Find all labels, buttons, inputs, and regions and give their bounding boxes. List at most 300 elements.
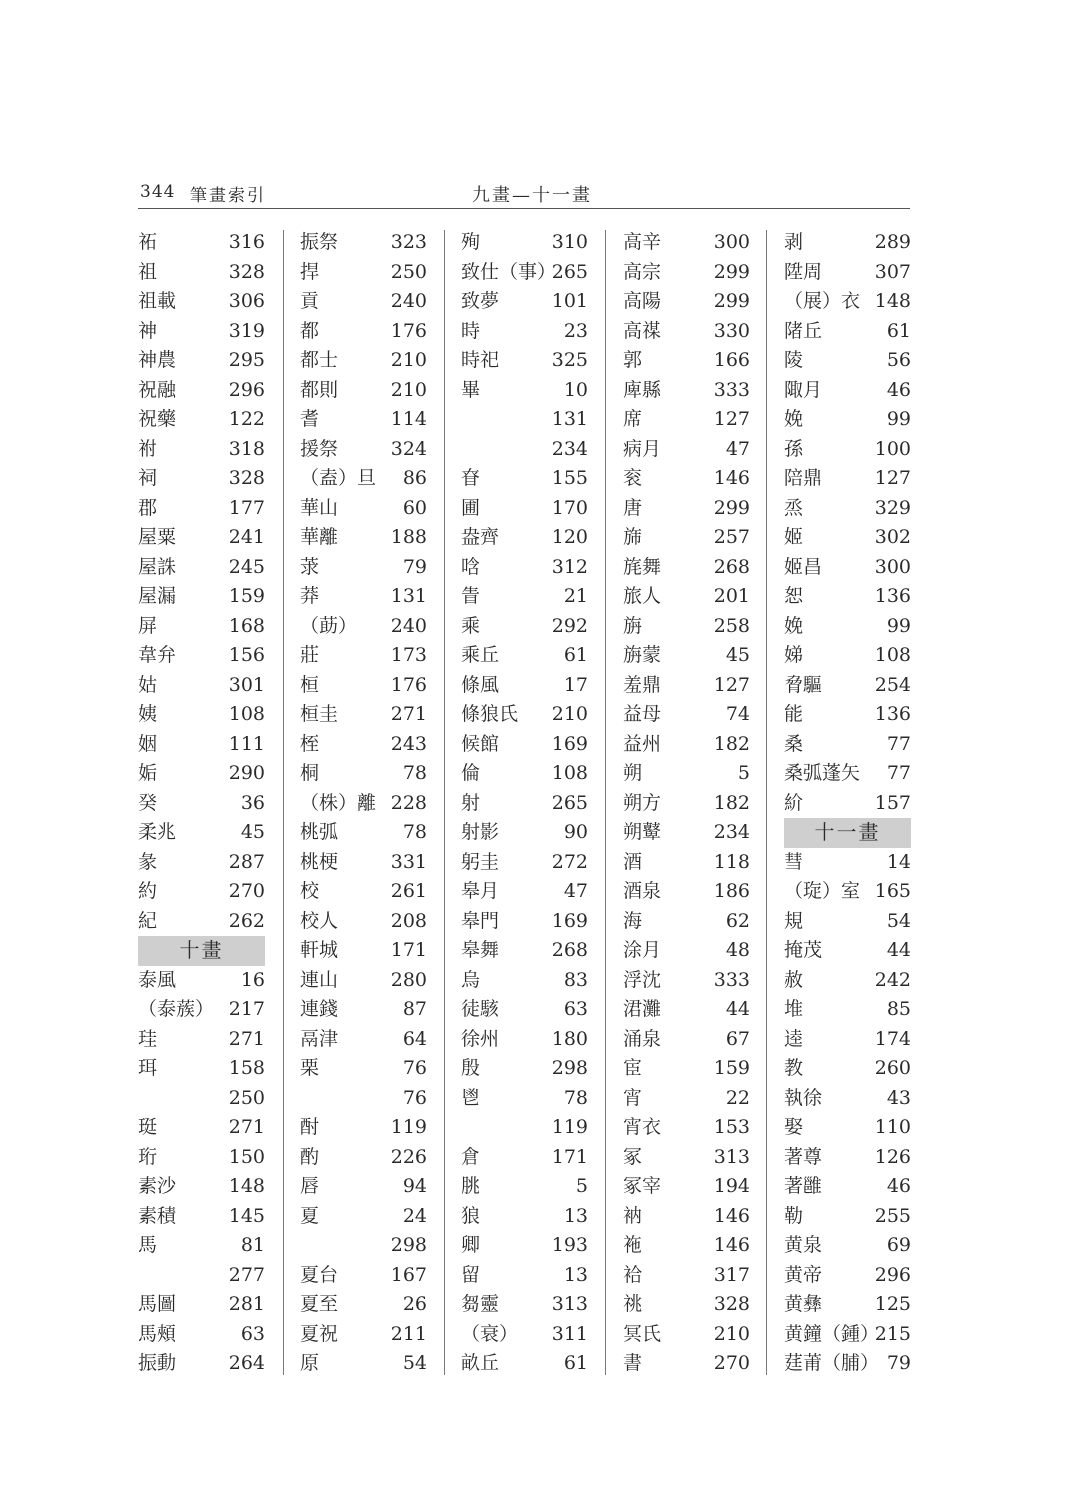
entry-term: 桃弧 xyxy=(300,821,339,843)
entry-term: 娩 xyxy=(784,614,804,637)
entry-page-number: 289 xyxy=(874,231,911,253)
index-entry xyxy=(300,789,427,819)
index-entry xyxy=(300,966,427,996)
stroke-count-heading: 十畫 xyxy=(138,936,265,966)
index-entry xyxy=(784,582,911,612)
entry-term: 韋弁 xyxy=(138,644,177,666)
entry-term: 朔鼙 xyxy=(623,821,662,843)
entry-term: 殷 xyxy=(461,1057,481,1079)
entry-page-number: 150 xyxy=(228,1145,265,1168)
entry-term: 馬圖 xyxy=(138,1293,177,1315)
entry-page-number: 47 xyxy=(563,880,588,902)
entry-term: 酌 xyxy=(300,1145,320,1168)
index-entry xyxy=(784,1025,911,1055)
entry-page-number: 333 xyxy=(713,378,750,401)
entry-term: 留 xyxy=(461,1263,481,1286)
index-entry xyxy=(623,1349,750,1379)
index-entry xyxy=(461,995,588,1025)
entry-term: 連錢 xyxy=(300,998,339,1020)
entry-page-number: 16 xyxy=(240,968,265,991)
entry-term: 屋漏 xyxy=(138,585,177,607)
entry-page-number: 169 xyxy=(551,732,588,755)
index-entry xyxy=(784,346,911,376)
index-entry xyxy=(461,1320,588,1350)
entry-page-number: 240 xyxy=(390,614,427,637)
index-entry xyxy=(461,789,588,819)
entry-term: 夏台 xyxy=(300,1263,339,1286)
entry-page-number: 176 xyxy=(390,673,427,696)
entry-term: 脅驅 xyxy=(784,673,823,696)
entry-term: 夏 xyxy=(300,1204,320,1227)
entry-page-number: 262 xyxy=(228,909,265,932)
index-entry xyxy=(784,730,911,760)
entry-page-number: 194 xyxy=(713,1175,750,1197)
entry-page-number: 324 xyxy=(390,437,427,460)
index-entry xyxy=(300,907,427,937)
entry-term: 振動 xyxy=(138,1352,177,1374)
index-entry xyxy=(138,1231,265,1261)
entry-term: 神 xyxy=(138,319,158,342)
index-entry xyxy=(138,464,265,494)
index-entry xyxy=(461,1261,588,1291)
entry-page-number: 43 xyxy=(886,1086,911,1109)
entry-page-number: 127 xyxy=(713,673,750,696)
entry-term: 唅 xyxy=(461,555,481,578)
entry-term: 馬 xyxy=(138,1234,158,1256)
index-entry xyxy=(461,759,588,789)
index-entry xyxy=(138,258,265,288)
index-entry xyxy=(784,523,911,553)
entry-term: 校 xyxy=(300,880,320,902)
index-entry xyxy=(300,435,427,465)
entry-term: 堆 xyxy=(784,998,804,1020)
index-entry xyxy=(138,730,265,760)
entry-term: （琁）室 xyxy=(784,880,861,902)
entry-page-number: 330 xyxy=(713,319,750,342)
entry-page-number: 300 xyxy=(713,231,750,253)
index-entry xyxy=(300,1143,427,1173)
entry-term: 姨 xyxy=(138,703,158,725)
index-entry xyxy=(461,1172,588,1202)
entry-page-number: 122 xyxy=(228,408,265,430)
index-entry xyxy=(784,1261,911,1291)
entry-page-number: 169 xyxy=(551,909,588,932)
index-entry xyxy=(138,1349,265,1379)
index-column-4 xyxy=(623,228,750,1379)
index-entry xyxy=(300,848,427,878)
index-entry xyxy=(784,1113,911,1143)
entry-term: 泰風 xyxy=(138,968,177,991)
entry-term: 旄舞 xyxy=(623,555,662,578)
entry-term: 屋粟 xyxy=(138,526,177,548)
index-entry xyxy=(784,553,911,583)
index-entry xyxy=(461,848,588,878)
stroke-count-heading: 十一畫 xyxy=(784,818,911,848)
entry-term: 捍 xyxy=(300,260,320,283)
index-entry xyxy=(300,464,427,494)
entry-term: 癸 xyxy=(138,791,158,814)
entry-term: 高禖 xyxy=(623,319,662,342)
index-entry xyxy=(300,582,427,612)
entry-term: 袷 xyxy=(623,1263,643,1286)
entry-page-number: 77 xyxy=(886,732,911,755)
index-entry xyxy=(784,1231,911,1261)
entry-page-number: 331 xyxy=(390,850,427,873)
index-entry xyxy=(138,1113,265,1143)
entry-page-number: 5 xyxy=(737,762,750,784)
entry-term: 致仕（事） xyxy=(461,260,557,283)
entry-term: 貢 xyxy=(300,290,320,312)
entry-page-number: 177 xyxy=(228,496,265,519)
entry-page-number: 99 xyxy=(886,408,911,430)
entry-page-number: 168 xyxy=(228,614,265,637)
entry-page-number: 182 xyxy=(713,732,750,755)
entry-term: 唇 xyxy=(300,1175,320,1197)
entry-term: 馬頰 xyxy=(138,1322,177,1345)
entry-page-number: 307 xyxy=(874,260,911,283)
entry-term: 桑 xyxy=(784,732,804,755)
index-entry xyxy=(623,612,750,642)
entry-page-number: 180 xyxy=(551,1027,588,1050)
entry-page-number: 313 xyxy=(551,1293,588,1315)
entry-page-number: 36 xyxy=(240,791,265,814)
entry-term: 黄鐘（鍾） xyxy=(784,1322,880,1345)
entry-page-number: 24 xyxy=(402,1204,427,1227)
index-entry xyxy=(623,818,750,848)
entry-page-number: 45 xyxy=(725,644,750,666)
index-entry xyxy=(623,582,750,612)
entry-page-number: 76 xyxy=(402,1057,427,1079)
entry-term: 珪 xyxy=(138,1027,158,1050)
entry-page-number: 176 xyxy=(390,319,427,342)
entry-term: 軒城 xyxy=(300,939,339,961)
entry-page-number: 292 xyxy=(551,614,588,637)
entry-term: 教 xyxy=(784,1057,804,1079)
entry-page-number: 87 xyxy=(402,998,427,1020)
index-column-1 xyxy=(138,228,265,1379)
entry-term: 掩茂 xyxy=(784,939,823,961)
entry-page-number: 78 xyxy=(402,762,427,784)
index-entry xyxy=(138,1290,265,1320)
entry-term: 逵 xyxy=(784,1027,804,1050)
entry-term: 黄泉 xyxy=(784,1234,823,1256)
entry-page-number: 46 xyxy=(886,1175,911,1197)
entry-term: （展）衣 xyxy=(784,290,861,312)
index-entry xyxy=(784,966,911,996)
index-entry xyxy=(784,1202,911,1232)
entry-page-number: 298 xyxy=(551,1057,588,1079)
index-entry xyxy=(138,877,265,907)
entry-term: 赦 xyxy=(784,968,804,991)
entry-page-number: 79 xyxy=(402,555,427,578)
entry-page-number: 243 xyxy=(390,732,427,755)
entry-term: 冥氏 xyxy=(623,1322,662,1345)
page-number: 344 xyxy=(140,182,176,202)
entry-term: 酎 xyxy=(300,1116,320,1138)
index-entry xyxy=(461,1143,588,1173)
entry-term: 連山 xyxy=(300,968,339,991)
index-entry xyxy=(138,523,265,553)
entry-term: 倫 xyxy=(461,762,481,784)
entry-page-number: 306 xyxy=(228,290,265,312)
entry-term: 芻靈 xyxy=(461,1293,500,1315)
entry-page-number: 114 xyxy=(390,408,427,430)
entry-page-number: 13 xyxy=(563,1263,588,1286)
index-entry xyxy=(300,1349,427,1379)
index-entry xyxy=(461,1084,588,1114)
index-entry xyxy=(461,1349,588,1379)
entry-term: 原 xyxy=(300,1352,320,1374)
entry-term: 乘丘 xyxy=(461,644,500,666)
entry-term: 桃梗 xyxy=(300,850,339,873)
index-entry xyxy=(623,966,750,996)
index-entry xyxy=(623,995,750,1025)
index-entry xyxy=(300,258,427,288)
entry-page-number: 131 xyxy=(390,585,427,607)
index-entry xyxy=(138,346,265,376)
entry-page-number: 153 xyxy=(713,1116,750,1138)
entry-term: 桓圭 xyxy=(300,703,339,725)
index-entry xyxy=(623,877,750,907)
entry-term: 著雝 xyxy=(784,1175,823,1197)
entry-page-number: 171 xyxy=(551,1145,588,1168)
entry-term: 時 xyxy=(461,319,481,342)
entry-term: 皋月 xyxy=(461,880,500,902)
index-column-2 xyxy=(300,228,427,1379)
index-entry xyxy=(784,228,911,258)
index-entry xyxy=(461,317,588,347)
index-entry xyxy=(461,700,588,730)
entry-term: 娣 xyxy=(784,644,804,666)
entry-page-number: 136 xyxy=(874,585,911,607)
index-entry xyxy=(784,700,911,730)
entry-term: 海 xyxy=(623,909,643,932)
entry-page-number: 54 xyxy=(886,909,911,932)
index-entry xyxy=(461,936,588,966)
index-entry xyxy=(784,376,911,406)
entry-term: 祔 xyxy=(138,437,158,460)
entry-page-number: 210 xyxy=(713,1322,750,1345)
index-entry xyxy=(623,1054,750,1084)
entry-page-number: 13 xyxy=(563,1204,588,1227)
index-entry xyxy=(138,287,265,317)
entry-term: 陼丘 xyxy=(784,319,823,342)
entry-term: 宵衣 xyxy=(623,1116,662,1138)
index-entry xyxy=(138,995,265,1025)
index-entry xyxy=(784,1172,911,1202)
entry-page-number: 234 xyxy=(551,437,588,460)
index-entry xyxy=(138,1025,265,1055)
entry-page-number: 193 xyxy=(551,1234,588,1256)
entry-page-number: 158 xyxy=(228,1057,265,1079)
entry-term: 剥 xyxy=(784,231,804,253)
entry-page-number: 170 xyxy=(551,496,588,519)
index-entry xyxy=(300,317,427,347)
entry-page-number: 61 xyxy=(563,1352,588,1374)
entry-term: 條風 xyxy=(461,673,500,696)
index-entry xyxy=(461,376,588,406)
stroke-range-title: 九畫—十一畫 xyxy=(472,185,592,206)
entry-term: 桓 xyxy=(300,673,320,696)
entry-page-number: 127 xyxy=(874,467,911,489)
column-divider xyxy=(766,230,767,1375)
entry-page-number: 268 xyxy=(713,555,750,578)
entry-term: 姬昌 xyxy=(784,555,823,578)
index-entry xyxy=(300,1202,427,1232)
entry-page-number: 61 xyxy=(563,644,588,666)
index-entry xyxy=(138,1202,265,1232)
entry-term: 耆 xyxy=(300,408,320,430)
index-entry xyxy=(138,848,265,878)
entry-page-number: 295 xyxy=(228,349,265,371)
entry-page-number: 146 xyxy=(713,1204,750,1227)
entry-page-number: 44 xyxy=(725,998,750,1020)
index-entry xyxy=(461,907,588,937)
entry-page-number: 210 xyxy=(390,349,427,371)
entry-term: 席 xyxy=(623,408,643,430)
entry-term: 都則 xyxy=(300,378,339,401)
index-entry xyxy=(461,435,588,465)
entry-term: 鬯 xyxy=(461,1086,481,1109)
entry-page-number: 301 xyxy=(228,673,265,696)
index-entry xyxy=(623,494,750,524)
entry-term: 候館 xyxy=(461,732,500,755)
entry-page-number: 296 xyxy=(228,378,265,401)
index-entry xyxy=(461,582,588,612)
index-entry xyxy=(784,641,911,671)
index-entry xyxy=(300,1054,427,1084)
entry-page-number: 17 xyxy=(563,673,588,696)
index-entry xyxy=(300,287,427,317)
entry-term: 姤 xyxy=(138,762,158,784)
entry-page-number: 119 xyxy=(551,1116,588,1138)
entry-page-number: 54 xyxy=(402,1352,427,1374)
entry-term: 陵 xyxy=(784,349,804,371)
index-entry xyxy=(784,317,911,347)
entry-term: 畝丘 xyxy=(461,1352,500,1374)
entry-page-number: 120 xyxy=(551,526,588,548)
index-entry xyxy=(138,700,265,730)
entry-term: 勒 xyxy=(784,1204,804,1227)
entry-page-number: 186 xyxy=(713,880,750,902)
entry-term: 華山 xyxy=(300,496,339,519)
entry-page-number: 255 xyxy=(874,1204,911,1227)
entry-term: 卿 xyxy=(461,1234,481,1256)
entry-page-number: 268 xyxy=(551,939,588,961)
entry-page-number: 100 xyxy=(874,437,911,460)
entry-term: 書 xyxy=(623,1352,643,1374)
index-entry xyxy=(300,700,427,730)
index-entry xyxy=(300,405,427,435)
index-entry xyxy=(138,494,265,524)
entry-page-number: 26 xyxy=(402,1293,427,1315)
entry-page-number: 14 xyxy=(886,850,911,873)
index-entry xyxy=(300,1025,427,1055)
index-entry xyxy=(300,818,427,848)
index-entry xyxy=(784,1349,911,1379)
entry-term: 莛莆（脯） xyxy=(784,1352,880,1374)
index-entry xyxy=(784,612,911,642)
entry-term: 祏 xyxy=(138,231,158,253)
index-entry xyxy=(623,789,750,819)
index-columns xyxy=(138,228,910,1378)
entry-page-number: 166 xyxy=(713,349,750,371)
entry-page-number: 119 xyxy=(390,1116,427,1138)
entry-page-number: 5 xyxy=(575,1175,588,1197)
entry-page-number: 296 xyxy=(874,1263,911,1286)
entry-page-number: 157 xyxy=(874,791,911,814)
index-entry xyxy=(784,1143,911,1173)
entry-term: 烏 xyxy=(461,968,481,991)
entry-page-number: 250 xyxy=(228,1086,265,1109)
entry-page-number: 77 xyxy=(886,762,911,784)
entry-page-number: 271 xyxy=(228,1027,265,1050)
entry-term: 眚 xyxy=(461,585,481,607)
entry-term: 射 xyxy=(461,791,481,814)
entry-term: 宵 xyxy=(623,1086,643,1109)
index-entry xyxy=(138,1054,265,1084)
entry-term: 祝融 xyxy=(138,378,177,401)
index-entry xyxy=(300,759,427,789)
entry-page-number: 78 xyxy=(402,821,427,843)
index-entry xyxy=(461,494,588,524)
index-entry xyxy=(623,700,750,730)
entry-term: 益州 xyxy=(623,732,662,755)
entry-page-number: 173 xyxy=(390,644,427,666)
entry-page-number: 280 xyxy=(390,968,427,991)
entry-term: 珽 xyxy=(138,1116,158,1138)
entry-term: 彖 xyxy=(138,850,158,873)
index-entry xyxy=(461,523,588,553)
entry-page-number: 313 xyxy=(713,1145,750,1168)
entry-term: 執徐 xyxy=(784,1086,823,1109)
entry-page-number: 299 xyxy=(713,260,750,283)
entry-page-number: 167 xyxy=(390,1263,427,1286)
index-entry xyxy=(784,759,911,789)
entry-term: 校人 xyxy=(300,909,339,932)
index-entry xyxy=(784,1084,911,1114)
entry-term: 冢 xyxy=(623,1145,643,1168)
entry-page-number: 48 xyxy=(725,939,750,961)
index-entry xyxy=(300,346,427,376)
index-entry xyxy=(300,641,427,671)
index-entry xyxy=(623,759,750,789)
entry-term: 殉 xyxy=(461,231,481,253)
index-entry xyxy=(623,907,750,937)
index-entry xyxy=(623,287,750,317)
index-entry xyxy=(300,494,427,524)
index-entry xyxy=(461,1054,588,1084)
entry-term: 旃蒙 xyxy=(623,644,662,666)
index-entry xyxy=(623,671,750,701)
entry-page-number: 159 xyxy=(713,1057,750,1079)
index-entry xyxy=(300,1172,427,1202)
entry-page-number: 234 xyxy=(713,821,750,843)
entry-term: 涒灘 xyxy=(623,998,662,1020)
index-entry xyxy=(461,228,588,258)
entry-page-number: 60 xyxy=(402,496,427,519)
entry-term: 畢 xyxy=(461,378,481,401)
entry-page-number: 74 xyxy=(725,703,750,725)
index-entry xyxy=(138,405,265,435)
index-column-3 xyxy=(461,228,588,1379)
entry-page-number: 146 xyxy=(713,467,750,489)
entry-term: 都 xyxy=(300,319,320,342)
index-entry xyxy=(138,1172,265,1202)
index-entry xyxy=(300,376,427,406)
entry-term: 狼 xyxy=(461,1204,481,1227)
entry-term: 朔 xyxy=(623,762,643,784)
